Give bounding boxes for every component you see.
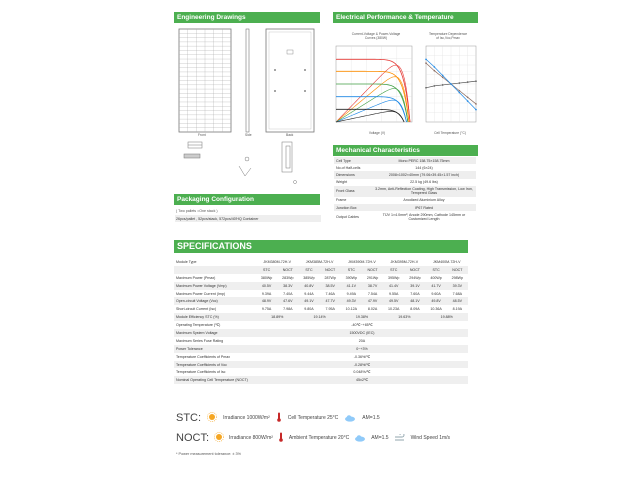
cloud-icon bbox=[354, 429, 366, 447]
spec-row bbox=[174, 297, 468, 305]
spec-stc-header: STC bbox=[256, 266, 277, 274]
spec-efficiency-label: Module Efficiency STC (%) bbox=[174, 313, 256, 321]
back-panel-drawing bbox=[266, 29, 314, 132]
detail-drawings bbox=[184, 142, 297, 184]
noct-irradiance: Irradiance 800W/m² bbox=[229, 435, 273, 441]
mechanical-row bbox=[334, 179, 476, 186]
spec-cell: 10.36A bbox=[430, 307, 442, 312]
spec-cell: 7.95A bbox=[325, 307, 335, 312]
temp-chart bbox=[418, 42, 480, 132]
mechanical-value: 3.2mm, Anti-Reflection Coating, High Transmission, Low Iron, Tempered Glass bbox=[372, 186, 476, 197]
spec-model-name: JKM390M-72H-V bbox=[348, 259, 376, 264]
spec-cell: 8.09A bbox=[410, 307, 420, 312]
mechanical-row bbox=[334, 204, 476, 211]
spec-shared-label: Temperature Coefficients of Isc bbox=[176, 370, 226, 375]
temp-series-point bbox=[467, 100, 469, 102]
spec-cell: 47.7V bbox=[320, 297, 341, 305]
spec-cell: 38.7V bbox=[362, 282, 383, 290]
spec-cell: 9.49A bbox=[346, 291, 357, 296]
spec-cell: 7.40A bbox=[283, 291, 293, 296]
spec-stc-header: STC bbox=[426, 266, 447, 274]
spec-row bbox=[174, 353, 468, 361]
mechanical-value: 2008×1002×40mm (79.06×39.45×1.57 inch) bbox=[372, 171, 476, 178]
mechanical-row bbox=[334, 211, 476, 222]
spec-shared-label: Power Tolerance bbox=[174, 345, 256, 353]
spec-cell: 291Wp bbox=[366, 275, 379, 280]
spec-cell: 49.1V bbox=[298, 297, 319, 305]
thermometer-icon bbox=[276, 409, 282, 427]
stc-cell-temperature: Cell Temperature 25°C bbox=[287, 415, 339, 421]
specifications-header: SPECIFICATIONS bbox=[174, 240, 468, 253]
spec-shared-label: Temperature Coefficients of Pmax bbox=[176, 354, 231, 359]
spec-shared-value: -40℃~+85℃ bbox=[351, 323, 373, 328]
spec-cell: 8.19A bbox=[452, 307, 463, 312]
spec-noct-header: NOCT bbox=[277, 266, 298, 274]
spec-row bbox=[174, 329, 468, 337]
spec-cell: 47.6V bbox=[277, 297, 298, 305]
spec-row-label: Maximum Power (Pmax) bbox=[176, 275, 216, 280]
spec-stc-header: STC bbox=[341, 266, 362, 274]
spec-cell: 41.7V bbox=[426, 282, 447, 290]
spec-cell: 7.60A bbox=[410, 291, 420, 296]
spec-row bbox=[174, 282, 468, 290]
spec-shared-value: 1500VDC (IEC) bbox=[256, 329, 468, 337]
spec-cell: 7.68A bbox=[452, 291, 463, 296]
mechanical-label: Dimensions bbox=[334, 171, 372, 178]
iv-chart-xlabel: Voltage (V) bbox=[368, 131, 386, 135]
spec-cell: 10.23A bbox=[388, 307, 400, 312]
back-label: Back bbox=[286, 133, 294, 137]
spec-shared-label: Maximum System Voltage bbox=[174, 329, 256, 337]
spec-cell: 385Wp bbox=[303, 275, 315, 280]
spec-cell: 7.98A bbox=[283, 307, 293, 312]
spec-cell: 283Wp bbox=[282, 275, 294, 280]
mechanical-row bbox=[334, 171, 476, 178]
spec-model-name: JKM380M-72H-V bbox=[263, 259, 291, 264]
spec-cell: 287Wp bbox=[324, 275, 336, 280]
temp-series-point bbox=[442, 77, 444, 79]
sun-icon bbox=[214, 429, 224, 447]
spec-row bbox=[174, 274, 468, 282]
mechanical-label: Frame bbox=[336, 198, 347, 203]
mechanical-label: Output Cables bbox=[336, 214, 359, 219]
spec-row bbox=[174, 266, 468, 274]
spec-efficiency-value: 18.89% bbox=[256, 313, 298, 321]
spec-shared-label: Temperature Coefficients of Voc bbox=[174, 361, 256, 369]
spec-cell: 7.54A bbox=[367, 291, 378, 296]
mechanical-characteristics-header: Mechanical Characteristics bbox=[333, 145, 478, 156]
spec-cell: 9.75A bbox=[261, 307, 272, 312]
spec-row-label: Open-circuit Voltage (Voc) bbox=[174, 297, 256, 305]
mechanical-row bbox=[334, 186, 476, 197]
spec-noct-header: NOCT bbox=[362, 266, 383, 274]
spec-cell: 39.1V bbox=[404, 282, 425, 290]
mechanical-label: Junction Box bbox=[334, 204, 372, 211]
packaging-config bbox=[175, 208, 321, 222]
spec-cell: 9.60A bbox=[431, 291, 441, 296]
temp-chart-xlabel: Cell Temperature (°C) bbox=[434, 131, 466, 135]
spec-row-label: Maximum Power Current (Imp) bbox=[176, 291, 226, 296]
temp-series-point bbox=[450, 83, 452, 85]
spec-cell: 49.5V bbox=[383, 297, 404, 305]
iv-chart-title: Current-Voltage & Power-Voltage Curves (380W) bbox=[351, 32, 401, 40]
spec-cell: 38.5V bbox=[320, 282, 341, 290]
temp-series-point bbox=[425, 87, 427, 89]
spec-empty-cell bbox=[174, 266, 256, 274]
electrical-performance-header: Electrical Performance & Temperature Dependence bbox=[333, 12, 478, 23]
spec-shared-value: 0~+3% bbox=[256, 345, 468, 353]
spec-row bbox=[174, 321, 468, 329]
front-panel-drawing bbox=[179, 29, 231, 132]
iv-chart bbox=[326, 42, 416, 132]
temp-series-point bbox=[467, 97, 469, 99]
spec-cell: 7.46A bbox=[325, 291, 335, 296]
mechanical-label: Weight bbox=[336, 180, 348, 185]
spec-shared-label: Nominal Operating Cell Temperature (NOCT) bbox=[174, 376, 256, 384]
temp-series-point bbox=[425, 59, 427, 61]
spec-stc-header: STC bbox=[383, 266, 404, 274]
temp-series-point bbox=[442, 84, 444, 86]
spec-row bbox=[174, 290, 468, 298]
spec-cell: 41.4V bbox=[383, 282, 404, 290]
temp-series-point bbox=[434, 85, 436, 87]
spec-shared-value: -0.36%/℃ bbox=[353, 354, 371, 359]
noct-conditions bbox=[176, 431, 476, 445]
temp-series-point bbox=[442, 75, 444, 77]
spec-row bbox=[174, 313, 468, 321]
front-label: Front bbox=[198, 133, 206, 137]
mechanical-row bbox=[334, 197, 476, 204]
spec-cell: 39.3V bbox=[447, 282, 468, 290]
spec-cell: 49.8V bbox=[426, 297, 447, 305]
spec-cell: 9.80A bbox=[304, 307, 314, 312]
thermometer-icon bbox=[278, 429, 284, 447]
temp-series-point bbox=[459, 82, 461, 84]
spec-row-label: Maximum Power Voltage (Vmp) bbox=[174, 282, 256, 290]
measurement-tolerance-note: * Power measurement tolerance: ± 3% bbox=[176, 452, 241, 456]
packaging-configuration-header: Packaging Configuration bbox=[174, 194, 320, 205]
mechanical-row bbox=[334, 157, 476, 164]
spec-cell: 48.5V bbox=[447, 297, 468, 305]
spec-cell: 40.8V bbox=[298, 282, 319, 290]
engineering-drawings-header: Engineering Drawings bbox=[174, 12, 320, 23]
spec-cell: 395Wp bbox=[388, 275, 400, 280]
spec-cell: 294Wp bbox=[409, 275, 421, 280]
mechanical-label: Cell Type bbox=[334, 157, 372, 164]
spec-cell: 38.3V bbox=[277, 282, 298, 290]
spec-row-label: Short-circuit Current (Isc) bbox=[176, 307, 217, 312]
spec-efficiency-value: 19.88% bbox=[426, 313, 469, 321]
spec-row bbox=[174, 258, 468, 266]
spec-shared-value: 45±2℃ bbox=[256, 376, 468, 384]
mechanical-value: Anodized Aluminium Alloy bbox=[403, 198, 445, 203]
sun-icon bbox=[207, 409, 217, 427]
spec-row bbox=[174, 361, 468, 369]
spec-cell: 47.9V bbox=[362, 297, 383, 305]
spec-efficiency-value: 19.14% bbox=[298, 313, 340, 321]
spec-cell: 40.5V bbox=[256, 282, 277, 290]
noct-am: AM=1.5 bbox=[371, 435, 389, 441]
stc-conditions bbox=[176, 411, 476, 425]
mechanical-table bbox=[334, 157, 476, 222]
temp-series-point bbox=[475, 109, 477, 111]
spec-cell: 48.1V bbox=[404, 297, 425, 305]
mechanical-label: Front Glass bbox=[334, 186, 372, 197]
temp-series-point bbox=[475, 103, 477, 105]
spec-model-name: JKM385M-72H-V bbox=[305, 259, 334, 264]
temp-series-point bbox=[434, 66, 436, 68]
spec-cell: 10.12A bbox=[345, 307, 358, 312]
side-drawing bbox=[246, 29, 249, 132]
spec-efficiency-value: 19.38% bbox=[341, 313, 383, 321]
side-label: Side bbox=[245, 133, 252, 137]
spec-noct-header: NOCT bbox=[447, 266, 468, 274]
spec-cell: 8.02A bbox=[367, 307, 378, 312]
stc-label: STC: bbox=[176, 412, 202, 424]
temp-series-point bbox=[425, 62, 427, 64]
packaging-line-1: ( Two pallets =One stack ) bbox=[176, 209, 218, 213]
temp-series-point bbox=[459, 92, 461, 94]
spec-row bbox=[174, 368, 468, 376]
spec-noct-header: NOCT bbox=[404, 266, 425, 274]
spec-shared-value: 0.048%/℃ bbox=[353, 370, 371, 375]
mechanical-value: 22.5 kg (49.6 lbs) bbox=[410, 180, 438, 185]
spec-cell: 400Wp bbox=[430, 275, 442, 280]
cloud-icon bbox=[344, 409, 356, 427]
spec-cell: 9.44A bbox=[304, 291, 314, 296]
spec-cell: 49.3V bbox=[341, 297, 362, 305]
stc-am: AM=1.5 bbox=[362, 415, 380, 421]
spec-stc-header: STC bbox=[298, 266, 319, 274]
spec-shared-label: Maximum Series Fuse Rating bbox=[176, 338, 224, 343]
spec-shared-value: 20A bbox=[358, 338, 366, 343]
mechanical-label: No.of Half-cells bbox=[336, 165, 361, 170]
spec-noct-header: NOCT bbox=[320, 266, 341, 274]
temp-series-point bbox=[434, 70, 436, 72]
spec-row bbox=[174, 376, 468, 384]
noct-label: NOCT: bbox=[176, 432, 209, 444]
mechanical-value: IP67 Rated bbox=[372, 204, 476, 211]
temp-chart-title: Temperature Dependence of Isc,Voc,Pmax bbox=[428, 32, 468, 40]
spec-efficiency-value: 19.63% bbox=[383, 313, 425, 321]
spec-model-name: JKM400M-72H-V bbox=[432, 259, 461, 264]
engineering-drawings bbox=[174, 24, 320, 192]
temp-series-point bbox=[475, 80, 477, 82]
spec-module-type-label: Module Type bbox=[176, 259, 197, 264]
spec-cell: 380Wp bbox=[260, 275, 273, 280]
spec-cell: 41.1V bbox=[341, 282, 362, 290]
stc-irradiance: Irradiance 1000W/m² bbox=[223, 415, 270, 421]
spec-cell: 9.55A bbox=[389, 291, 399, 296]
spec-cell: 48.9V bbox=[256, 297, 277, 305]
noct-ambient-temperature: Ambient Temperature 20°C bbox=[288, 435, 350, 441]
temp-series-point bbox=[459, 90, 461, 92]
wind-icon bbox=[394, 429, 406, 447]
mechanical-value: TÜV 1×4.0mm²; Anode 290mm, Cathode 145mm or Customized Length bbox=[382, 212, 466, 221]
mechanical-row bbox=[334, 164, 476, 171]
spec-cell: 9.39A bbox=[261, 291, 272, 296]
mechanical-value: Mono PERC 158.75×158.75mm bbox=[372, 157, 476, 164]
spec-cell: 390Wp bbox=[345, 275, 358, 280]
spec-row bbox=[174, 305, 468, 313]
spec-shared-label: Operating Temperature (℃) bbox=[176, 323, 221, 328]
packaging-line-2: 26pcs/pallet , 52pcs/stack, 572pcs/40'HQ Container bbox=[175, 215, 321, 222]
spec-model-name: JKM395M-72H-V bbox=[390, 259, 419, 264]
spec-row bbox=[174, 345, 468, 353]
noct-wind-speed: Wind Speed 1m/s bbox=[410, 435, 451, 441]
mechanical-value: 144 (6×24) bbox=[415, 165, 433, 170]
spec-cell: 298Wp bbox=[451, 275, 464, 280]
temp-series-point bbox=[467, 81, 469, 83]
spec-shared-value: -0.28%/℃ bbox=[256, 361, 468, 369]
specifications-table bbox=[174, 258, 468, 384]
spec-row bbox=[174, 337, 468, 345]
